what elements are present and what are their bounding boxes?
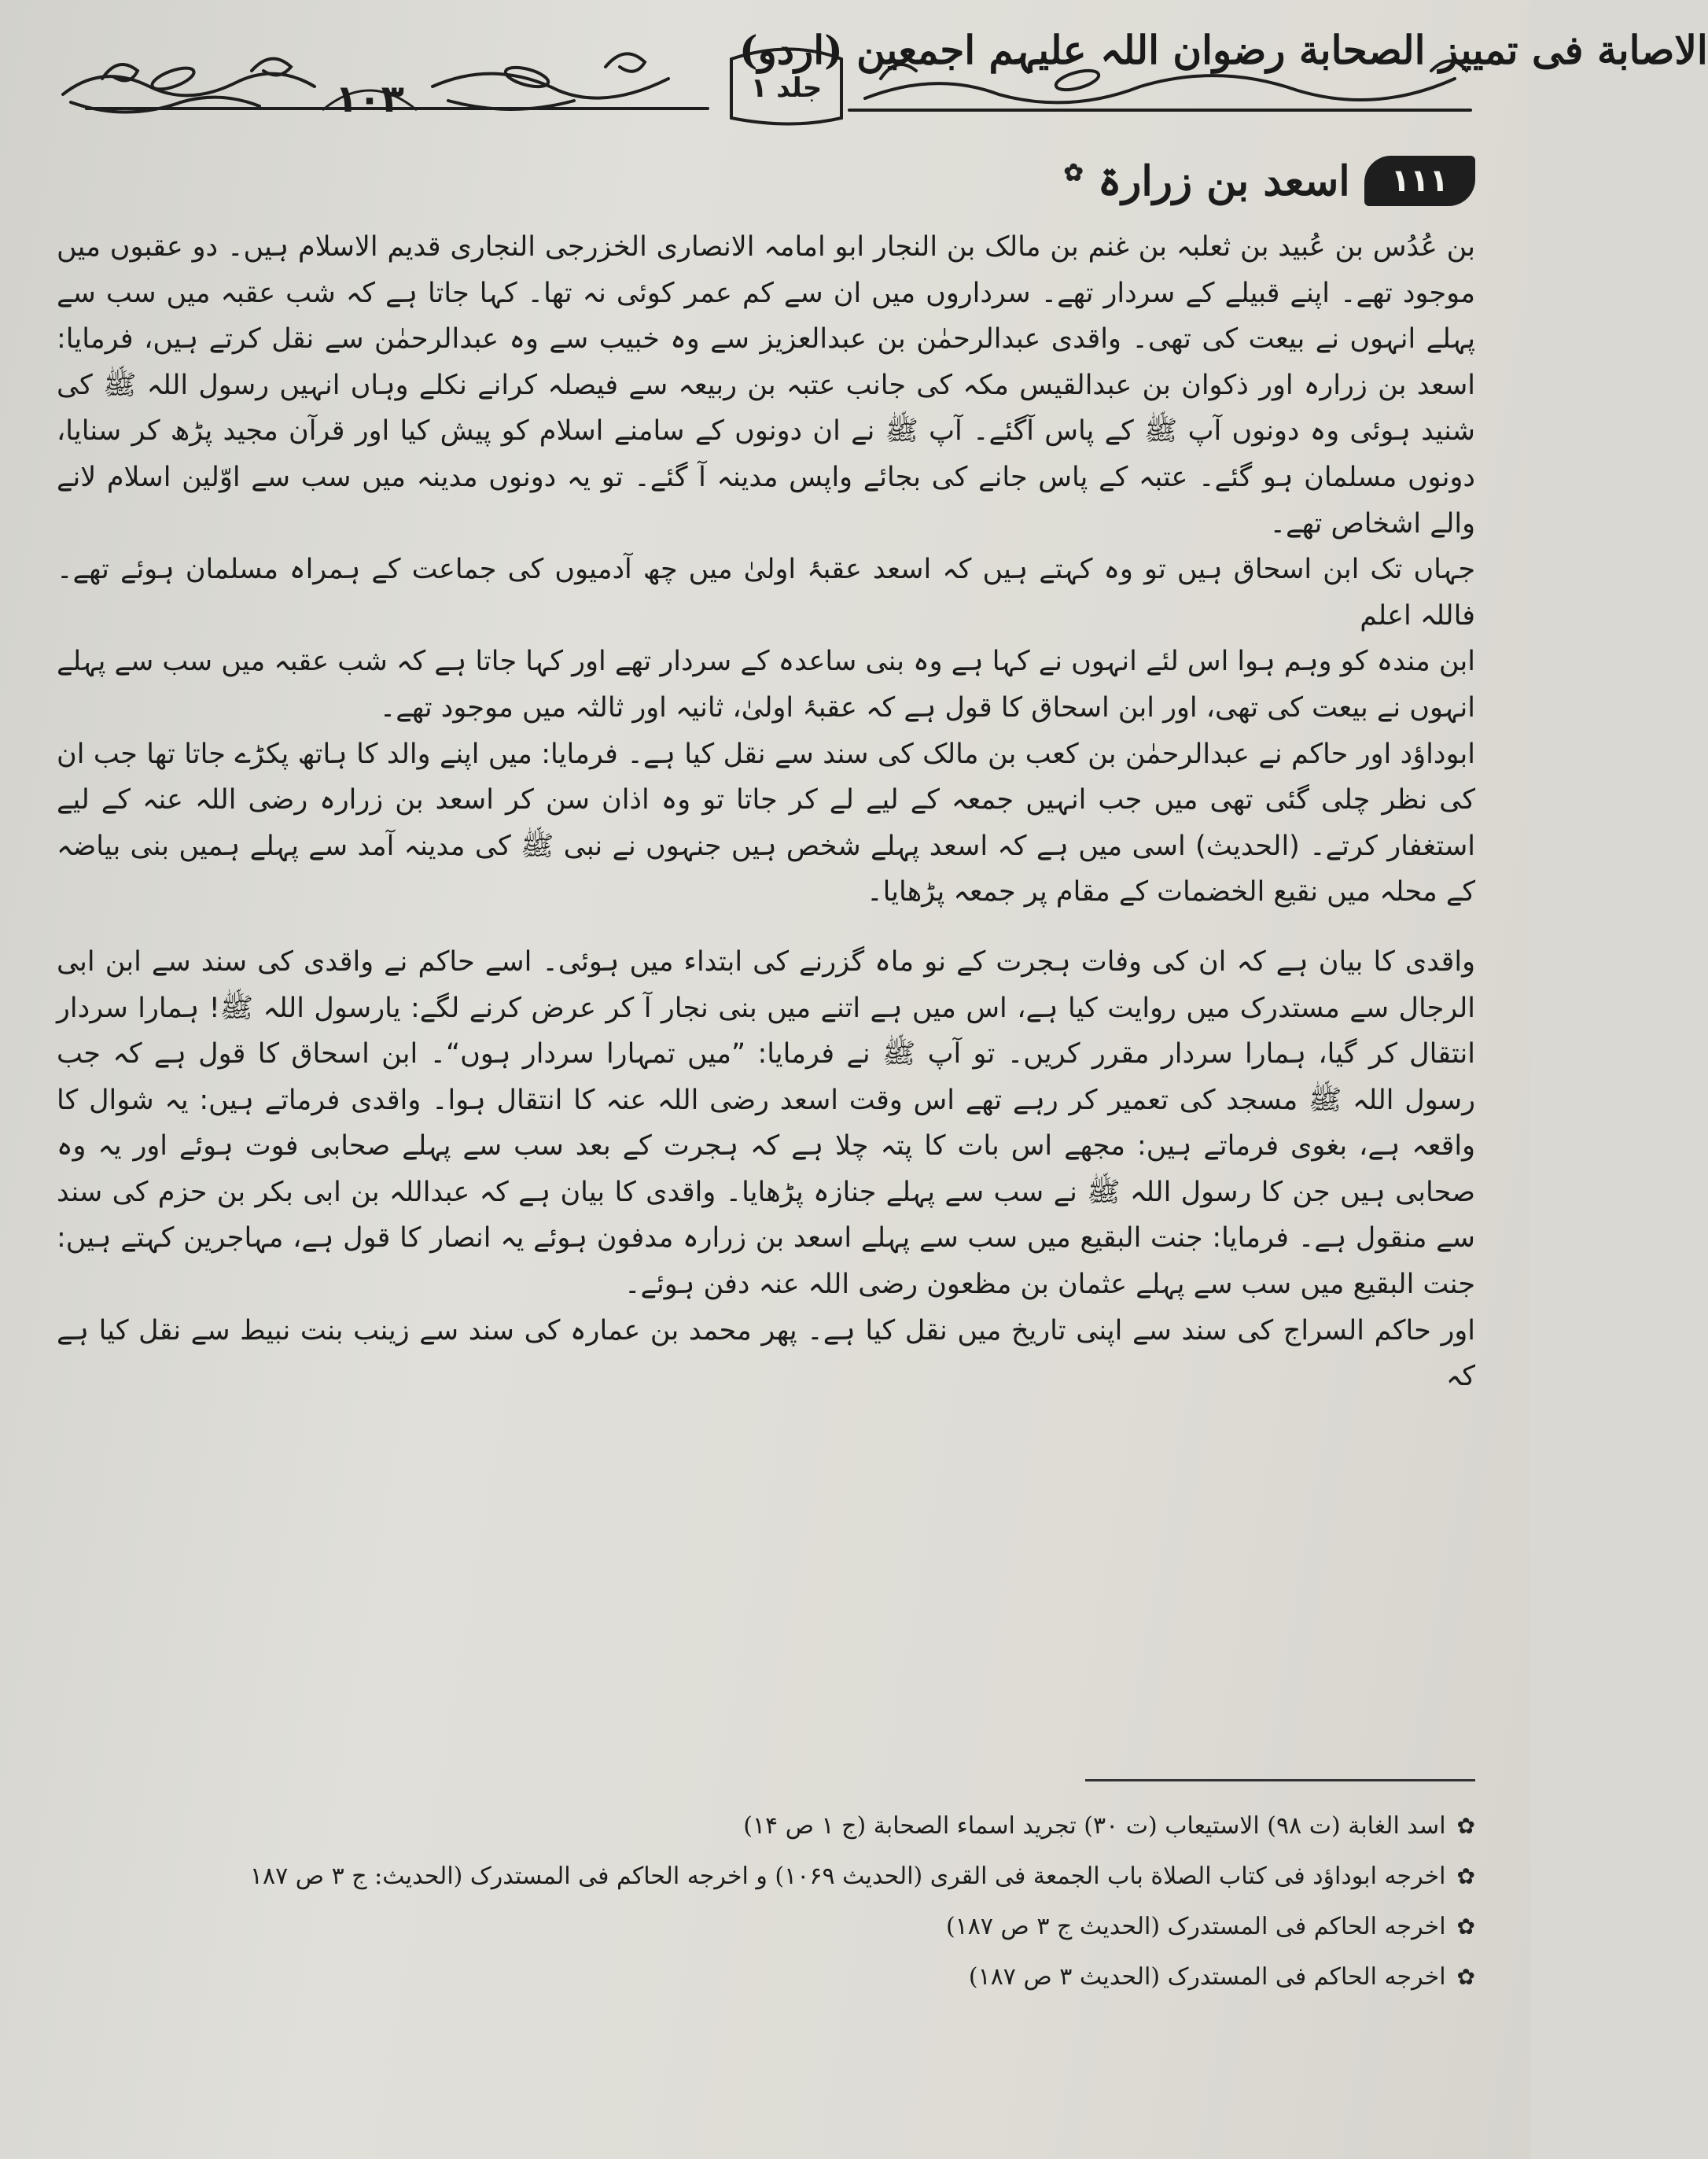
paragraph: ابن مندہ کو وہم ہوا اس لئے انہوں نے کہا ہے وہ بنی ساعدہ کے سردار تھے اور کہا جاتا ہے کہ شب عقبہ میں سب سے پہلے انہوں نے بیعت کی تھی، اور ابن اسحاق کا قول ہے کہ عقبۂ اولیٰ، ثانیہ اور ثالثہ میں موجود تھے۔ — [57, 646, 1475, 724]
footnote-rule — [1085, 1779, 1475, 1781]
page-number: ۱۰۳ — [335, 77, 404, 121]
paragraph: بن عُدُس بن عُبید بن ثعلبہ بن غنم بن مالک بن النجار ابو امامہ الانصاری الخزرجی النجاری قدیم الاسلام ہیں۔ دو عقبوں میں موجود تھے۔ اپنے قبیلے کے سردار تھے۔ سرداروں میں ان سے کم عمر کوئی نہ تھا۔ کہا جاتا ہے کہ شب عقبہ میں سب سے پہلے انہوں نے بیعت کی تھی۔ واقدی عبدالرحمٰن بن عبدالعزیز سے وہ خبیب سے وہ عبدالرحمٰن سے نقل کرتے ہیں، فرمایا: اسعد بن زرارہ اور ذکوان بن عبدالقیس مکہ کی جانب عتبہ بن ربیعہ سے فیصلہ کرانے نکلے وہاں انہیں رسول اللہ ﷺ کی شنید ہوئی وہ دونوں آپ ﷺ کے پاس آگئے۔ آپ ﷺ نے ان دونوں کے سامنے اسلام کو پیش کیا اور قرآن مجید پڑھ کر سنایا، دونوں مسلمان ہو گئے۔ عتبہ کے پاس جانے کی بجائے واپس مدینہ آ گئے۔ تو یہ دونوں مدینہ میں سب سے اوّلین اسلام لانے والے اشخاص تھے۔ — [57, 231, 1475, 540]
footnote-text: اخرجه الحاکم فی المستدرک (الحدیث ۳ ص ۱۸۷) — [968, 1963, 1446, 1991]
paragraph: واقدی کا بیان ہے کہ ان کی وفات ہجرت کے نو ماہ گزرنے کی ابتداء میں ہوئی۔ اسے حاکم نے واقدی کی سند سے ابن ابی الرجال سے مستدرک میں روایت کیا ہے، اس میں ہے اتنے میں بنی نجار آ کر عرض کرنے لگے: یارسول اللہ ﷺ! ہمارا سردار انتقال کر گیا، ہمارا سردار مقرر کریں۔ تو آپ ﷺ نے فرمایا: ”میں تمہارا سردار ہوں“۔ ابن اسحاق کا قول ہے کہ جب رسول اللہ ﷺ مسجد کی تعمیر کر رہے تھے اس وقت اسعد رضی اللہ عنہ کا انتقال ہوا۔ واقدی فرماتے ہیں: یہ شوال کا واقعہ ہے، بغوی فرماتے ہیں: مجھے اس بات کا پتہ چلا ہے کہ ہجرت کے بعد سب سے پہلے صحابی فوت ہوئے اور یہ وہ صحابی ہیں جن کا رسول اللہ ﷺ نے سب سے پہلے جنازہ پڑھایا۔ واقدی کا بیان ہے کہ عبداللہ بن ابی بکر بن حزم کی سند سے منقول ہے۔ فرمایا: جنت البقیع میں سب سے پہلے اسعد بن زرارہ مدفون ہوئے یہ انصار کا قول ہے، مہاجرین کہتے ہیں: جنت البقیع میں سب سے پہلے عثمان بن مظعون رضی اللہ عنہ دفن ہوئے۔ — [57, 945, 1475, 1301]
footnote-text: اسد الغابة (ت ۹۸) الاستیعاب (ت ۳۰) تجرید اسماء الصحابة (ج ۱ ص ۱۴) — [743, 1812, 1446, 1840]
volume-badge: جلد ۱ — [750, 72, 823, 104]
entry-heading — [1064, 153, 1475, 208]
flower-icon: ✿ — [1063, 159, 1084, 187]
paragraph: جہاں تک ابن اسحاق ہیں تو وہ کہتے ہیں کہ اسعد عقبۂ اولیٰ میں چھ آدمیوں کی جماعت کے ہمراہ مسلمان ہوئے تھے۔ فاللہ اعلم — [57, 554, 1475, 632]
footnotes — [75, 1801, 1475, 2002]
flower-icon: ✿ — [1456, 1964, 1475, 1990]
footnote-item — [75, 1851, 1475, 1902]
footnote-item — [75, 1952, 1475, 2002]
paragraph: ابوداؤد اور حاکم نے عبدالرحمٰن بن کعب بن مالک کی سند سے نقل کیا ہے۔ فرمایا: میں اپنے والد کا ہاتھ پکڑے جاتا تھا جب ان کی نظر چلی گئی تھی میں جب انہیں جمعہ کے لیے لے کر جاتا تو وہ اذان سن کر اسعد بن زرارہ رضی اللہ عنہ کے لیے استغفار کرتے۔ (الحدیث) اسی میں ہے کہ اسعد پہلے شخص ہیں جنہوں نے نبی ﷺ کی مدینہ آمد سے پہلے ہمیں بنی بیاضہ کے محلہ میں نقیع الخضمات کے مقام پر جمعہ پڑھایا۔ — [57, 738, 1475, 908]
page-header — [55, 24, 1708, 130]
paragraph: اور حاکم السراج کی سند سے اپنی تاریخ میں نقل کیا ہے۔ پھر محمد بن عمارہ کی سند سے زینب بنت نبیط سے نقل کیا ہے کہ — [57, 1314, 1475, 1393]
footnote-item — [75, 1902, 1475, 1952]
article-body — [57, 224, 1475, 1400]
entry-title-text: اسعد بن زرارۃ — [1097, 157, 1350, 205]
footnote-text: اخرجه الحاکم فی المستدرک (الحدیث ج ۳ ص ۱۸۷) — [945, 1913, 1446, 1940]
entry-number: ۱۱۱ — [1364, 156, 1475, 206]
flower-icon: ✿ — [1456, 1813, 1475, 1839]
flower-icon: ✿ — [1456, 1863, 1475, 1889]
flower-icon: ✿ — [1456, 1914, 1475, 1940]
book-title: الاصابة فی تمییز الصحابة رضوان اللہ علیہم اجمعین (اردو) — [739, 27, 1708, 73]
footnote-text: اخرجه ابوداؤد فی کتاب الصلاة باب الجمعة فی القری (الحدیث ۱۰۶۹) و اخرجه الحاکم فی المستدرک (الحدیث: ج ۳ ص ۱۸۷ — [249, 1862, 1446, 1890]
entry-title — [1064, 157, 1350, 205]
footnote-item — [75, 1801, 1475, 1851]
